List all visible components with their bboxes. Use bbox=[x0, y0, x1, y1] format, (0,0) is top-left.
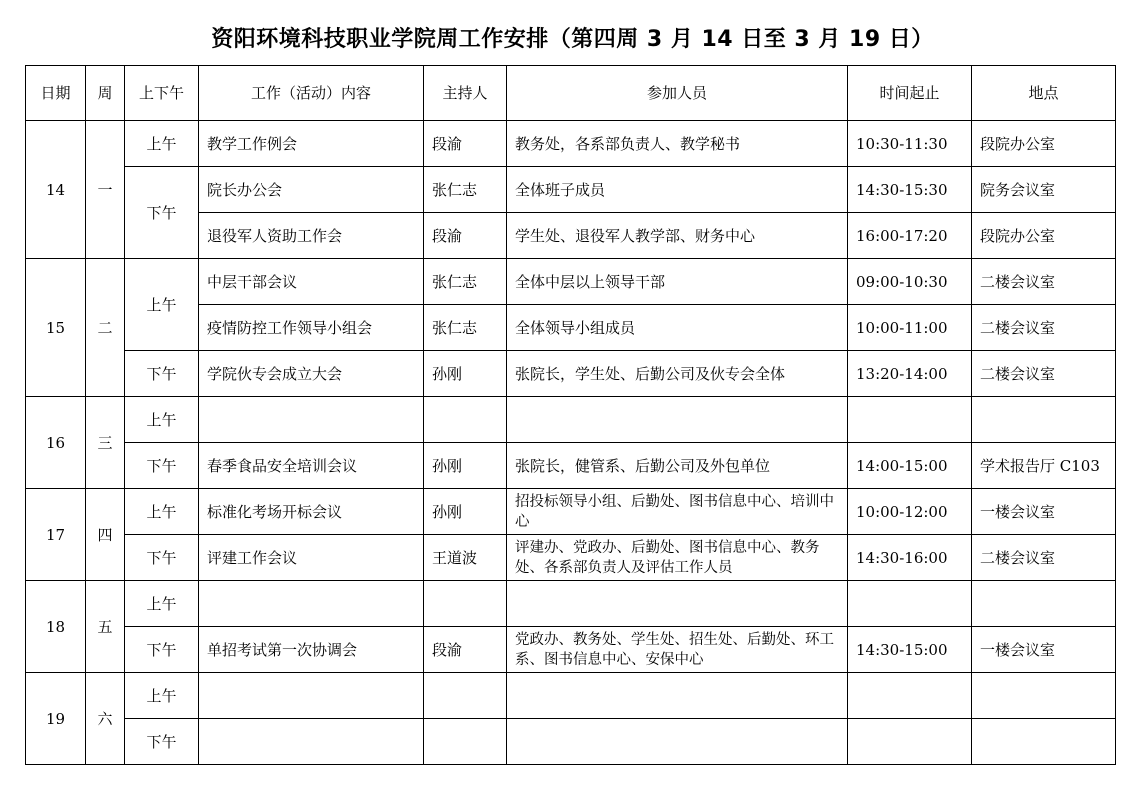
time-cell bbox=[848, 673, 972, 719]
content-cell: 标准化考场开标会议 bbox=[199, 489, 424, 535]
table-row bbox=[26, 351, 1116, 397]
host-cell: 张仁志 bbox=[424, 167, 507, 213]
participants-cell: 党政办、教务处、学生处、招生处、后勤处、环工系、图书信息中心、安保中心 bbox=[507, 627, 848, 673]
period-cell: 下午 bbox=[125, 627, 199, 673]
content-cell: 评建工作会议 bbox=[199, 535, 424, 581]
location-cell bbox=[972, 397, 1116, 443]
content-cell: 单招考试第一次协调会 bbox=[199, 627, 424, 673]
header-location: 地点 bbox=[972, 66, 1116, 121]
header-weekday: 周 bbox=[86, 66, 125, 121]
period-cell: 上午 bbox=[125, 259, 199, 351]
location-cell bbox=[972, 719, 1116, 765]
participants-cell bbox=[507, 673, 848, 719]
header-host: 主持人 bbox=[424, 66, 507, 121]
weekday-cell: 一 bbox=[86, 121, 125, 259]
period-cell: 上午 bbox=[125, 489, 199, 535]
table-row bbox=[26, 259, 1116, 305]
participants-cell bbox=[507, 581, 848, 627]
header-content: 工作（活动）内容 bbox=[199, 66, 424, 121]
host-cell bbox=[424, 397, 507, 443]
content-cell: 春季食品安全培训会议 bbox=[199, 443, 424, 489]
location-cell: 二楼会议室 bbox=[972, 351, 1116, 397]
content-cell: 疫情防控工作领导小组会 bbox=[199, 305, 424, 351]
table-row bbox=[26, 397, 1116, 443]
participants-cell: 学生处、退役军人教学部、财务中心 bbox=[507, 213, 848, 259]
header-period: 上下午 bbox=[125, 66, 199, 121]
time-cell: 09:00-10:30 bbox=[848, 259, 972, 305]
date-cell: 19 bbox=[26, 673, 86, 765]
time-cell: 16:00-17:20 bbox=[848, 213, 972, 259]
period-cell: 下午 bbox=[125, 167, 199, 259]
header-time: 时间起止 bbox=[848, 66, 972, 121]
header-date: 日期 bbox=[26, 66, 86, 121]
participants-cell: 招投标领导小组、后勤处、图书信息中心、培训中心 bbox=[507, 489, 848, 535]
host-cell: 张仁志 bbox=[424, 259, 507, 305]
period-cell: 上午 bbox=[125, 121, 199, 167]
table-row bbox=[26, 443, 1116, 489]
location-cell: 段院办公室 bbox=[972, 121, 1116, 167]
time-cell: 14:00-15:00 bbox=[848, 443, 972, 489]
time-cell bbox=[848, 397, 972, 443]
time-cell: 14:30-15:00 bbox=[848, 627, 972, 673]
weekday-cell: 三 bbox=[86, 397, 125, 489]
date-cell: 17 bbox=[26, 489, 86, 581]
participants-cell: 全体领导小组成员 bbox=[507, 305, 848, 351]
table-row bbox=[26, 489, 1116, 535]
table-row bbox=[26, 121, 1116, 167]
location-cell: 二楼会议室 bbox=[972, 305, 1116, 351]
date-cell: 15 bbox=[26, 259, 86, 397]
period-cell: 下午 bbox=[125, 535, 199, 581]
time-cell: 10:30-11:30 bbox=[848, 121, 972, 167]
participants-cell: 教务处，各系部负责人、教学秘书 bbox=[507, 121, 848, 167]
location-cell bbox=[972, 673, 1116, 719]
location-cell: 学术报告厅 C103 bbox=[972, 443, 1116, 489]
weekday-cell: 四 bbox=[86, 489, 125, 581]
content-cell bbox=[199, 719, 424, 765]
date-cell: 14 bbox=[26, 121, 86, 259]
period-cell: 下午 bbox=[125, 443, 199, 489]
location-cell: 一楼会议室 bbox=[972, 489, 1116, 535]
date-cell: 16 bbox=[26, 397, 86, 489]
host-cell: 张仁志 bbox=[424, 305, 507, 351]
host-cell bbox=[424, 719, 507, 765]
location-cell: 二楼会议室 bbox=[972, 535, 1116, 581]
time-cell: 10:00-12:00 bbox=[848, 489, 972, 535]
time-cell: 10:00-11:00 bbox=[848, 305, 972, 351]
weekday-cell: 二 bbox=[86, 259, 125, 397]
period-cell: 上午 bbox=[125, 673, 199, 719]
table-row bbox=[26, 581, 1116, 627]
participants-cell: 张院长，学生处、后勤公司及伙专会全体 bbox=[507, 351, 848, 397]
period-cell: 下午 bbox=[125, 351, 199, 397]
participants-cell bbox=[507, 397, 848, 443]
content-cell bbox=[199, 673, 424, 719]
time-cell bbox=[848, 719, 972, 765]
participants-cell: 全体中层以上领导干部 bbox=[507, 259, 848, 305]
table-row bbox=[26, 719, 1116, 765]
schedule-table bbox=[25, 65, 1116, 765]
time-cell: 14:30-16:00 bbox=[848, 535, 972, 581]
host-cell: 孙刚 bbox=[424, 351, 507, 397]
participants-cell: 全体班子成员 bbox=[507, 167, 848, 213]
period-cell: 上午 bbox=[125, 397, 199, 443]
location-cell: 一楼会议室 bbox=[972, 627, 1116, 673]
content-cell bbox=[199, 397, 424, 443]
period-cell: 上午 bbox=[125, 581, 199, 627]
content-cell: 中层干部会议 bbox=[199, 259, 424, 305]
host-cell: 段渝 bbox=[424, 627, 507, 673]
host-cell: 段渝 bbox=[424, 121, 507, 167]
table-row bbox=[26, 535, 1116, 581]
page-title: 资阳环境科技职业学院周工作安排（第四周 3 月 14 日至 3 月 19 日） bbox=[211, 27, 934, 52]
host-cell: 段渝 bbox=[424, 213, 507, 259]
participants-cell bbox=[507, 719, 848, 765]
content-cell: 教学工作例会 bbox=[199, 121, 424, 167]
weekday-cell: 六 bbox=[86, 673, 125, 765]
participants-cell: 评建办、党政办、后勤处、图书信息中心、教务处、各系部负责人及评估工作人员 bbox=[507, 535, 848, 581]
table-row bbox=[26, 673, 1116, 719]
content-cell: 院长办公会 bbox=[199, 167, 424, 213]
host-cell: 孙刚 bbox=[424, 489, 507, 535]
participants-cell: 张院长，健管系、后勤公司及外包单位 bbox=[507, 443, 848, 489]
time-cell bbox=[848, 581, 972, 627]
location-cell: 二楼会议室 bbox=[972, 259, 1116, 305]
location-cell: 段院办公室 bbox=[972, 213, 1116, 259]
time-cell: 14:30-15:30 bbox=[848, 167, 972, 213]
host-cell: 孙刚 bbox=[424, 443, 507, 489]
location-cell: 院务会议室 bbox=[972, 167, 1116, 213]
content-cell bbox=[199, 581, 424, 627]
content-cell: 学院伙专会成立大会 bbox=[199, 351, 424, 397]
header-participants: 参加人员 bbox=[507, 66, 848, 121]
date-cell: 18 bbox=[26, 581, 86, 673]
period-cell: 下午 bbox=[125, 719, 199, 765]
schedule-body bbox=[26, 121, 1116, 765]
host-cell bbox=[424, 673, 507, 719]
weekday-cell: 五 bbox=[86, 581, 125, 673]
time-cell: 13:20-14:00 bbox=[848, 351, 972, 397]
header-row bbox=[26, 66, 1116, 121]
host-cell bbox=[424, 581, 507, 627]
table-row bbox=[26, 167, 1116, 213]
location-cell bbox=[972, 581, 1116, 627]
host-cell: 王道波 bbox=[424, 535, 507, 581]
table-row bbox=[26, 627, 1116, 673]
content-cell: 退役军人资助工作会 bbox=[199, 213, 424, 259]
